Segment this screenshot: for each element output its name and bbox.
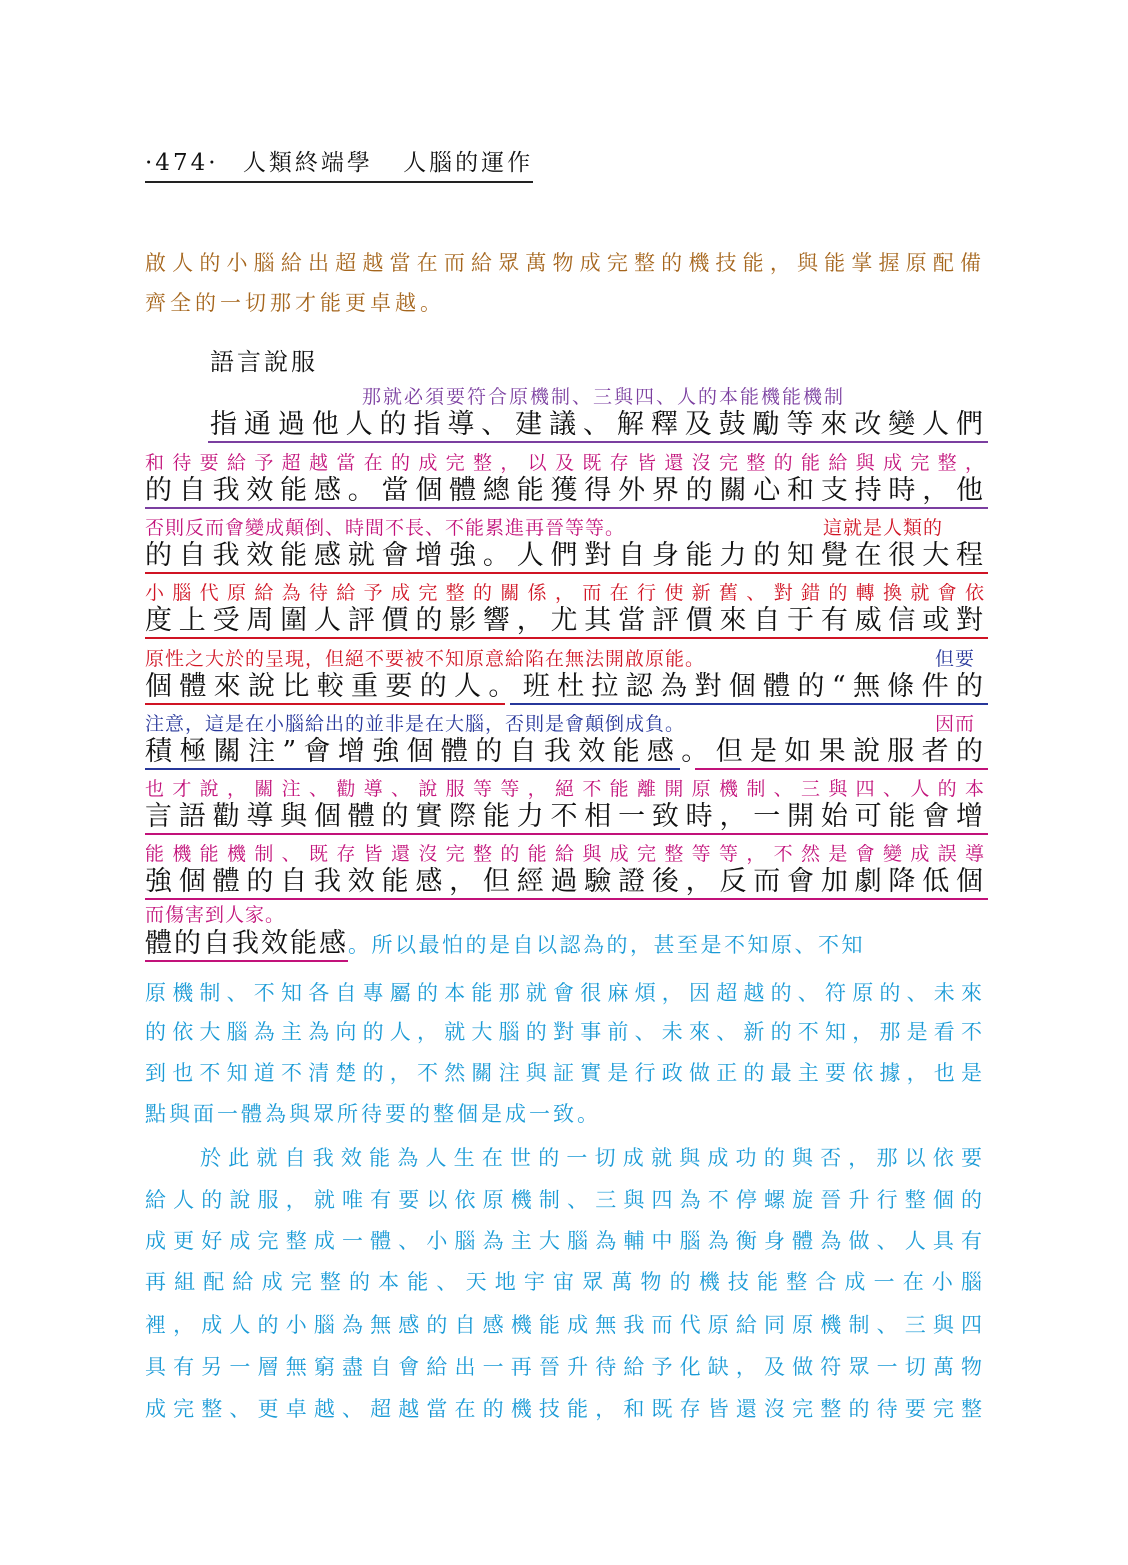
para-b-line-1: 於此就自我效能為人生在世的一切成就與成功的與否，那以依要 <box>200 1146 985 1170</box>
tail-line-1: 。所以最怕的是自以認為的，甚至是不知原、不知 <box>348 933 865 957</box>
underline-1 <box>208 441 988 443</box>
para-b-line-3: 成更好成完整成一體、小腦為主大腦為輔中腦為衡身體為做、人具有 <box>145 1229 985 1253</box>
note-line-7: 也才說，關注、勸導、說服等等，絕不能離開原機制、三與四、人的本 <box>145 778 985 800</box>
main-line-4: 度上受周圍人評價的影響，尤其當評價來自于有威信或對 <box>145 605 985 636</box>
main-line-8: 強個體的自我效能感，但經過驗證後，反而會加劇降低個 <box>145 866 985 897</box>
underline-3 <box>145 572 988 574</box>
underline-7 <box>145 833 988 835</box>
note-line-3b: 這就是人類的 <box>823 517 944 539</box>
main-line-3: 的自我效能感就會增強。人們對自身能力的知覺在很大程 <box>145 540 985 571</box>
section-title: 語言說服 <box>210 348 318 376</box>
underline-5b <box>510 703 988 705</box>
underline-5a <box>145 703 505 705</box>
underline-4 <box>145 637 988 639</box>
note-line-4: 小腦代原給為待給予成完整的關係，而在行使新舊、對錯的轉換就會依 <box>145 582 985 604</box>
underline-8 <box>145 898 988 900</box>
page-header <box>145 148 533 183</box>
note-line-2: 和待要給予超越當在的成完整，以及既存皆還沒完整的能給與成完整， <box>145 452 985 474</box>
note-line-6a: 注意，這是在小腦給出的並非是在大腦，否則是會顛倒成負。 <box>145 713 686 735</box>
para-b-line-2: 給人的說服，就唯有要以依原機制、三與四為不停螺旋晉升行整個的 <box>145 1188 985 1212</box>
main-line-2: 的自我效能感。當個體總能獲得外界的關心和支持時，他 <box>145 475 985 506</box>
underline-6a <box>145 768 680 770</box>
note-line-9: 而傷害到人家。 <box>145 904 286 926</box>
para-a-line-1: 原機制、不知各自專屬的本能那就會很麻煩，因超越的、符原的、未來 <box>145 981 985 1005</box>
para-a-line-2: 的依大腦為主為向的人，就大腦的對事前、未來、新的不知，那是看不 <box>145 1020 985 1044</box>
para-b-line-6: 具有另一層無窮盡自會給出一再晉升待給予化缺，及做符眾一切萬物 <box>145 1355 985 1379</box>
main-line-7: 言語勸導與個體的實際能力不相一致時，一開始可能會增 <box>145 801 985 832</box>
para-b-line-5: 裡，成人的小腦為無感的自感機能成無我而代原給同原機制、三與四 <box>145 1313 985 1337</box>
page-number: ·474· <box>145 150 219 176</box>
note-line-5b: 但要 <box>935 648 976 670</box>
para-b-line-7: 成完整、更卓越、超越當在的機技能，和既存皆還沒完整的待要完整 <box>145 1397 985 1421</box>
book-title: 人類終端學 <box>242 150 373 176</box>
main-line-9: 體的自我效能感 <box>145 928 348 962</box>
underline-2 <box>145 507 988 509</box>
main-line-5: 個體來說比較重要的人。班杜拉認為對個體的“無條件的 <box>145 671 985 702</box>
note-line-3a: 否則反而會變成顛倒、時間不長、不能累進再晉等等。 <box>145 517 626 539</box>
annotation-line: 那就必須要符合原機制、三與四、人的本能機能機制 <box>362 386 846 408</box>
para-a-line-4: 點與面一體為與眾所待要的整個是成一致。 <box>145 1102 601 1126</box>
intro-line-2: 齊全的一切那才能更卓越。 <box>145 291 445 315</box>
chapter-title: 人腦的運作 <box>403 150 534 176</box>
underline-6b <box>695 768 988 770</box>
intro-line-1: 啟人的小腦給出超越當在而給眾萬物成完整的機技能，與能掌握原配備 <box>145 251 985 275</box>
main-line-9-row <box>145 928 985 962</box>
main-line-1: 指通過他人的指導、建議、解釋及鼓勵等來改變人們 <box>210 409 985 440</box>
note-line-5a: 原性之大於的呈現，但絕不要被不知原意給陷在無法開啟原能。 <box>145 648 706 670</box>
para-b-line-4: 再組配給成完整的本能、天地宇宙眾萬物的機技能整合成一在小腦 <box>145 1270 985 1294</box>
note-line-6b: 因而 <box>935 713 976 735</box>
para-a-line-3: 到也不知道不清楚的，不然關注與証實是行政做正的最主要依據，也是 <box>145 1061 985 1085</box>
note-line-8: 能機能機制、既存皆還沒完整的能給與成完整等等，不然是會變成誤導 <box>145 843 985 865</box>
main-line-6: 積極關注”會增強個體的自我效能感。但是如果說服者的 <box>145 736 985 767</box>
